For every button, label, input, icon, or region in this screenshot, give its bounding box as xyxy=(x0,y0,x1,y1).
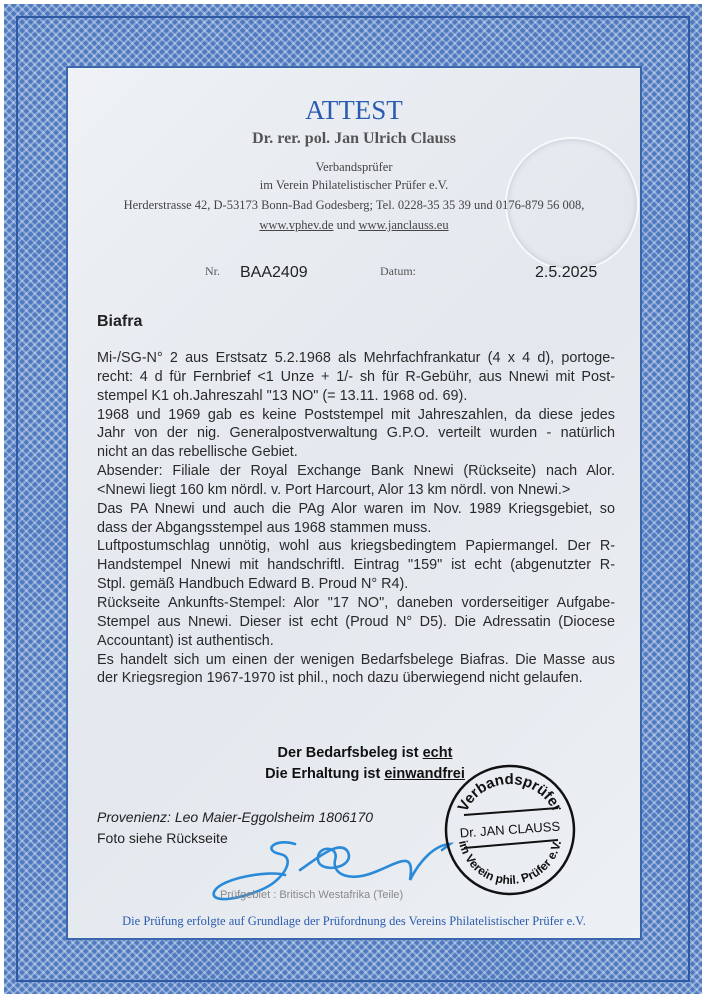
body-line: Luftpostumschlag unnötig, wohl aus kriegsbedingtem Papiermangel. Der R- xyxy=(97,538,615,555)
statement-emphasis: echt xyxy=(422,745,453,761)
nr-label: Nr. xyxy=(205,264,220,278)
body-line: Handstempel Nnewi mit handschriftl. Eintrag "159" ist echt (abgenutzter R- xyxy=(97,557,615,574)
date-label: Datum: xyxy=(380,264,416,278)
body-line: der Kriegsregion 1967-1970 ist phil., noch dazu überwiegend nicht gelaufen. xyxy=(97,670,583,687)
website-link-vphev[interactable]: www.vphev.de xyxy=(259,218,334,232)
document-title: ATTEST xyxy=(305,95,403,125)
stamp-top-text: Verbandsprüfer xyxy=(454,770,566,815)
body-line: dass der Abgangsstempel aus 1968 stammen muss. xyxy=(97,519,432,536)
certificate-number: BAA2409 xyxy=(240,264,308,281)
body-line: Rückseite Ankunfts-Stempel: Alor "17 NO", daneben vorderseitiger Aufgabe- xyxy=(97,594,615,611)
photo-note: Foto siehe Rückseite xyxy=(97,830,228,846)
statement-condition xyxy=(0,766,708,782)
body-line: Absender: Filiale der Royal Exchange Bank Nnewi (Rückseite) nach Alor. xyxy=(97,463,615,480)
stamp-center-text: Dr. JAN CLAUSS xyxy=(459,818,561,841)
body-line: Mi-/SG-N° 2 aus Erstsatz 5.2.1968 als Mehrfachfrankatur (4 x 4 d), portoge- xyxy=(97,350,615,366)
body-line: Accountant) ist authentisch. xyxy=(97,632,274,649)
certificate-body xyxy=(97,349,615,688)
examiner-name: Dr. rer. pol. Jan Ulrich Clauss xyxy=(252,130,456,147)
examiner-address: Herderstrasse 42, D-53173 Bonn-Bad Godesberg; Tel. 0228-35 35 39 und 0176-879 56 008, xyxy=(123,198,585,212)
statement-text: Die Erhaltung ist xyxy=(265,766,385,782)
website-link-janclauss[interactable]: www.janclauss.eu xyxy=(358,218,449,232)
exam-area: Prüfgebiet : Britisch Westafrika (Teile) xyxy=(220,889,404,901)
body-line: Stpl. gemäß Handbuch Edward B. Proud N° R4). xyxy=(97,576,409,593)
statement-emphasis: einwandfrei xyxy=(384,766,465,782)
statement-genuine xyxy=(0,745,708,761)
provenance: Provenienz: Leo Maier-Eggolsheim 1806170 xyxy=(97,809,374,825)
examiner-stamp xyxy=(440,760,580,900)
body-line: nicht an das rebellische Gebiet. xyxy=(97,444,298,461)
body-line: Jahr von der nig. Generalpostverwaltung G.P.O. verteilt wurden - natürlich xyxy=(97,425,615,442)
stamp-bottom-text: im Verein phil. Prüfer e.V. xyxy=(455,839,565,888)
certificate-date: 2.5.2025 xyxy=(535,264,598,281)
body-line: Stempel aus Nnewi. Dieser ist echt (Proud N° D5). Die Adressatin (Diocese xyxy=(97,613,615,630)
examiner-role: Verbandsprüfer xyxy=(315,160,393,174)
body-line: Es handelt sich um einen der wenigen Bedarfsbelege Biafras. Die Masse aus xyxy=(97,651,615,668)
body-line: stempel K1 oh.Jahreszahl "13 NO" (= 13.11. 1968 od. 69). xyxy=(97,387,468,404)
body-line: recht: 4 d für Fernbrief <1 Unze + 1/- sh für R-Gebühr, aus Nnewi mit Post- xyxy=(97,368,615,385)
statement-text: Der Bedarfsbeleg ist xyxy=(277,745,423,761)
body-line: 1968 und 1969 gab es keine Poststempel mit Jahreszahlen, da diese jedes xyxy=(97,406,615,423)
body-line: <Nnewi liegt 160 km nördl. v. Port Harcourt, Alor 13 km nördl. von Nnewi.> xyxy=(97,481,571,498)
svg-text:Verbandsprüfer xyxy=(454,771,565,815)
website-links xyxy=(0,218,708,233)
body-line: Das PA Nnewi und auch die PAg Alor waren im Nov. 1989 Kriegsgebiet, so xyxy=(97,500,615,517)
subject-heading: Biafra xyxy=(97,313,143,330)
examiner-association: im Verein Philatelistischer Prüfer e.V. xyxy=(259,178,449,192)
link-joiner: und xyxy=(336,218,356,232)
footer-note: Die Prüfung erfolgte auf Grundlage der Prüfordnung des Vereins Philatelistischer Prüfer e.V. xyxy=(122,914,586,928)
